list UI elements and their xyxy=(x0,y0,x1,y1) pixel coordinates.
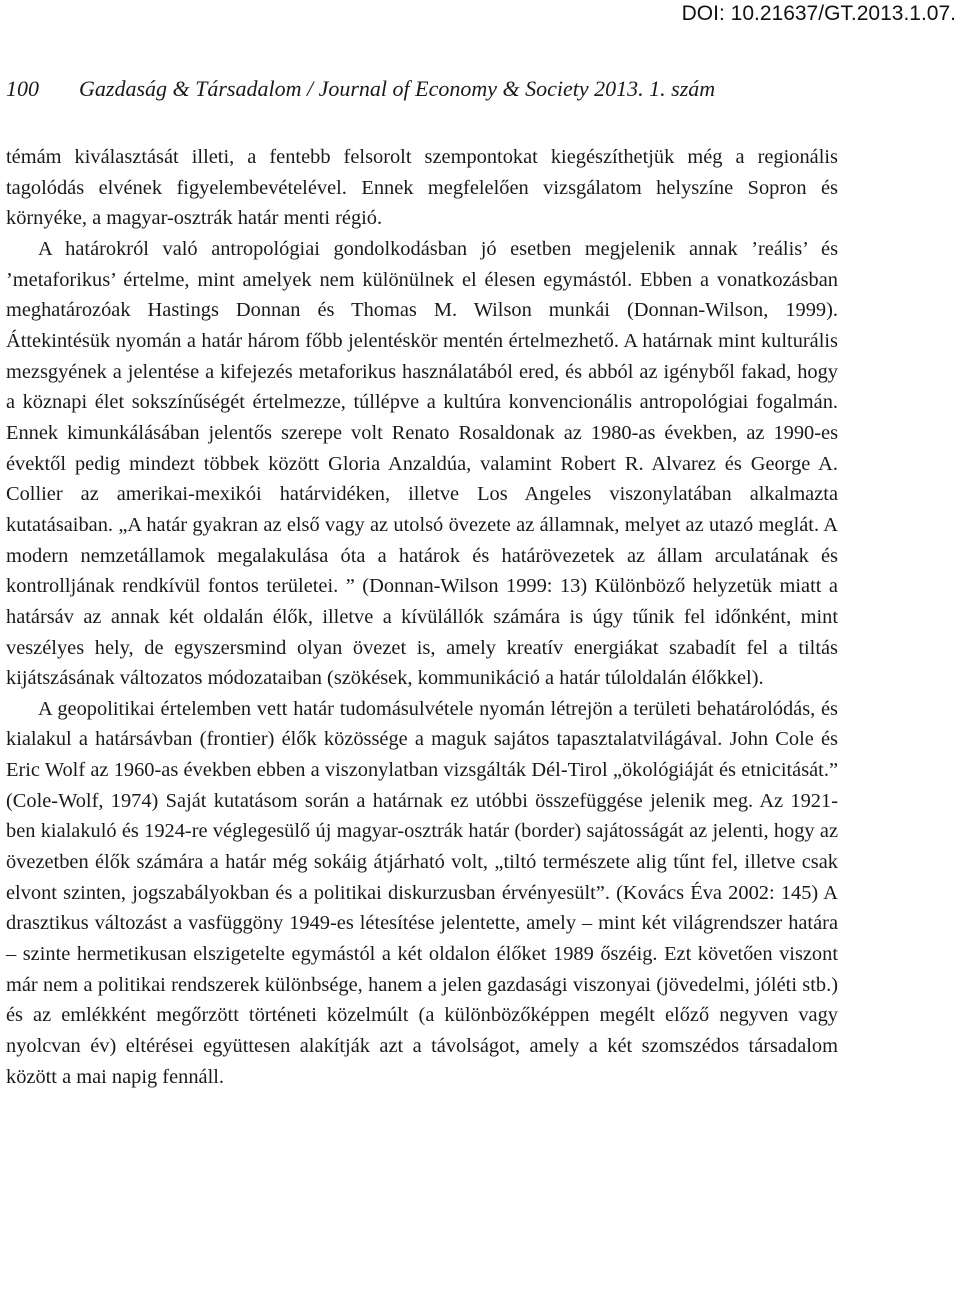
page-number: 100 xyxy=(6,76,39,101)
doi-reference: DOI: 10.21637/GT.2013.1.07. xyxy=(681,2,956,25)
running-header xyxy=(6,74,715,104)
paragraph-geopolitical-border: A geopolitikai értelemben vett határ tudomásulvétele nyomán létrejön a területi behatárolódás, és kialakul a határsávban (frontier) élők közössége a maguk sajátos tapasztalatvilágával. John Cole és Eric Wolf az 1960-as években ebben a viszonylatban vizsgálták Dél-Tirol „ökológiáját és etnicitását.” (Cole-Wolf, 1974) Saját kutatásom során a határnak ez utóbbi összefüggése jelenik meg. Az 1921-ben kialakuló és 1924-re véglegesülő új magyar-osztrák határ (border) sajátosságát az jelenti, hogy az övezetben élők számára a határ még sokáig átjárható volt, „tiltó természete alig tűnt fel, illetve csak elvont szinten, jogszabályokban és a politikai diskurzusban érvényesült”. (Kovács Éva 2002: 145) A drasztikus változást a vasfüggöny 1949-es létesítése jelentette, amely – mint két világrendszer határa – szinte hermetikusan elszigetelte egymástól a két oldalon élőket 1989 őszéig. Ezt követően viszont már nem a politikai rendszerek különbsége, hanem a jelen gazdasági viszonyai (jövedelmi, jóléti stb.) és az emlékként megőrzött történeti közelmúlt (a különbözőképpen megélt előző negyven vagy nyolcvan év) eltérései együttesen alakítják azt a távolságot, amely a két szomszédos társadalom között a mai napig fennáll. xyxy=(6,697,838,1088)
paragraph-continuation: témám kiválasztását illeti, a fentebb felsorolt szempontokat kiegészíthetjük még a regionális tagolódás elvének figyelembevételével. Ennek megfelelően vizsgálatom helyszíne Sopron és környéke, a magyar-osztrák határ menti régió. xyxy=(6,146,838,230)
paragraph-border-anthropology: A határokról való antropológiai gondolkodásban jó esetben megjelenik annak ’reális’ és ’metaforikus’ értelme, mint amelyek nem különülnek el élesen egymástól. Ebben a vonatkozásban meghatározóak Hastings Donnan és Thomas M. Wilson munkái (Donnan-Wilson, 1999). Áttekintésük nyomán a határ három főbb jelentéskör mentén értelmezhető. A határnak mint kulturális mezsgyének a jelentése a kifejezés metaforikus használatából ered, és abból az igényből fakad, hogy a köznapi élet sokszínűségét értelmezze, túllépve a kultúra konvencionális antropológiai fogalmán. Ennek kimunkálásában jelentős szerepe volt Renato Rosaldonak az 1980-as években, az 1990-es évektől pedig mindezt többek között Gloria Anzaldúa, valamint Robert R. Alvarez és George A. Collier az amerikai-mexikói határvidéken, illetve Los Angeles viszonylatában alkalmazta kutatásaiban. „A határ gyakran az első vagy az utolsó övezete az államnak, melyet az utazó meglát. A modern nemzetállamok megalakulása óta a határok és határövezetek az állam arculatának és kontrolljának rendkívül fontos területei. ” (Donnan-Wilson 1999: 13) Különböző helyzetük miatt a határsáv az annak két oldalán élők, illetve a kívülállók számára is úgy tűnik fel időnként, mint veszélyes hely, de egyszersmind olyan övezet is, amely kreatív energiákat szabadít fel a tiltás kijátszásának változatos módozataiban (szökések, kommunikáció a határ túloldalán élőkkel). xyxy=(6,237,838,690)
article-body xyxy=(6,142,838,1092)
journal-title: Gazdaság & Társadalom / Journal of Economy & Society 2013. 1. szám xyxy=(79,76,716,101)
